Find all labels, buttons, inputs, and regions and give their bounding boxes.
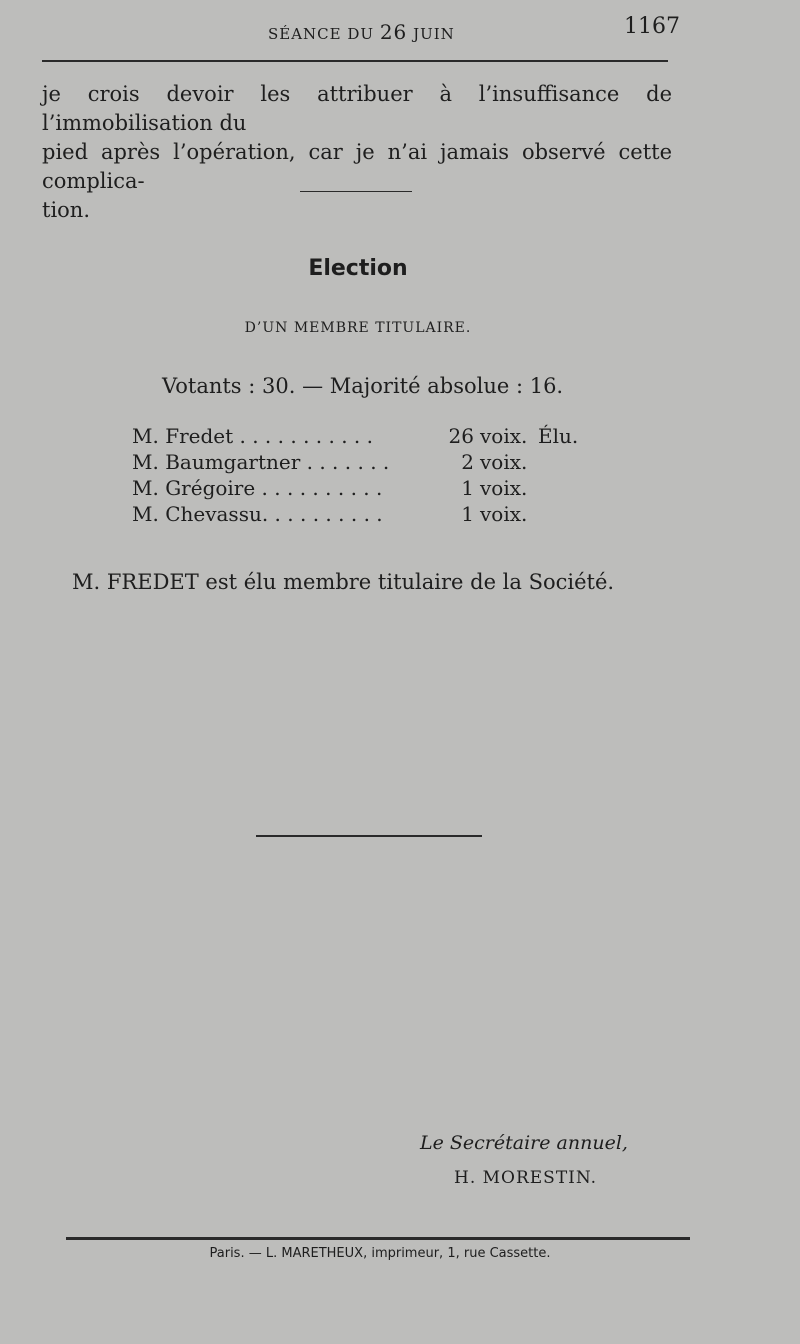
section-subheading: D’UN MEMBRE TITULAIRE. — [244, 320, 472, 336]
vote-count: 1 — [461, 502, 474, 526]
vote-count: 26 — [448, 424, 474, 448]
paragraph-line: pied après l’opération, car je n’ai jamais observé cette complica- — [42, 140, 672, 193]
vote-note: Élu. — [538, 424, 579, 448]
vote-row — [132, 502, 602, 528]
vote-count: 1 — [461, 476, 474, 500]
header-rule — [42, 60, 668, 62]
vote-list — [132, 424, 602, 528]
vote-unit: voix. — [480, 502, 528, 526]
paragraph-line: tion. — [42, 198, 90, 222]
section-heading: Election — [308, 256, 408, 281]
candidate-name: M. Baumgartner . . . . . . . — [132, 450, 390, 474]
vote-row — [132, 476, 602, 502]
result-line: M. FREDET est élu membre titulaire de la Société. — [72, 570, 615, 594]
candidate-name: M. Grégoire . . . . . . . . . . — [132, 476, 383, 500]
paragraph — [42, 80, 672, 225]
vote-unit: voix. — [480, 450, 528, 474]
candidate-name: M. Chevassu. . . . . . . . . . — [132, 502, 383, 526]
running-header — [268, 20, 455, 44]
vote-count: 2 — [461, 450, 474, 474]
vote-unit: voix. — [480, 476, 528, 500]
end-rule — [256, 835, 482, 837]
votants-line: Votants : 30. — Majorité absolue : 16. — [162, 374, 564, 398]
footer-rule — [66, 1237, 690, 1240]
printer-footer: Paris. — L. MARETHEUX, imprimeur, 1, rue Cassette. — [209, 1246, 551, 1261]
page-number: 1167 — [624, 14, 680, 39]
paragraph-line: je crois devoir les attribuer à l’insuffisance de l’immobilisation du — [42, 82, 672, 135]
vote-unit: voix. — [480, 424, 528, 448]
vote-row — [132, 450, 602, 476]
header-day: 26 — [379, 20, 408, 44]
signature-title: Le Secrétaire annuel, — [420, 1132, 628, 1154]
vote-row — [132, 424, 602, 450]
section-divider — [300, 191, 412, 192]
header-title: SÉANCE DU — [268, 25, 375, 43]
signature-name: H. MORESTIN. — [454, 1168, 598, 1188]
header-month: JUIN — [413, 25, 455, 43]
candidate-name: M. Fredet . . . . . . . . . . . — [132, 424, 374, 448]
